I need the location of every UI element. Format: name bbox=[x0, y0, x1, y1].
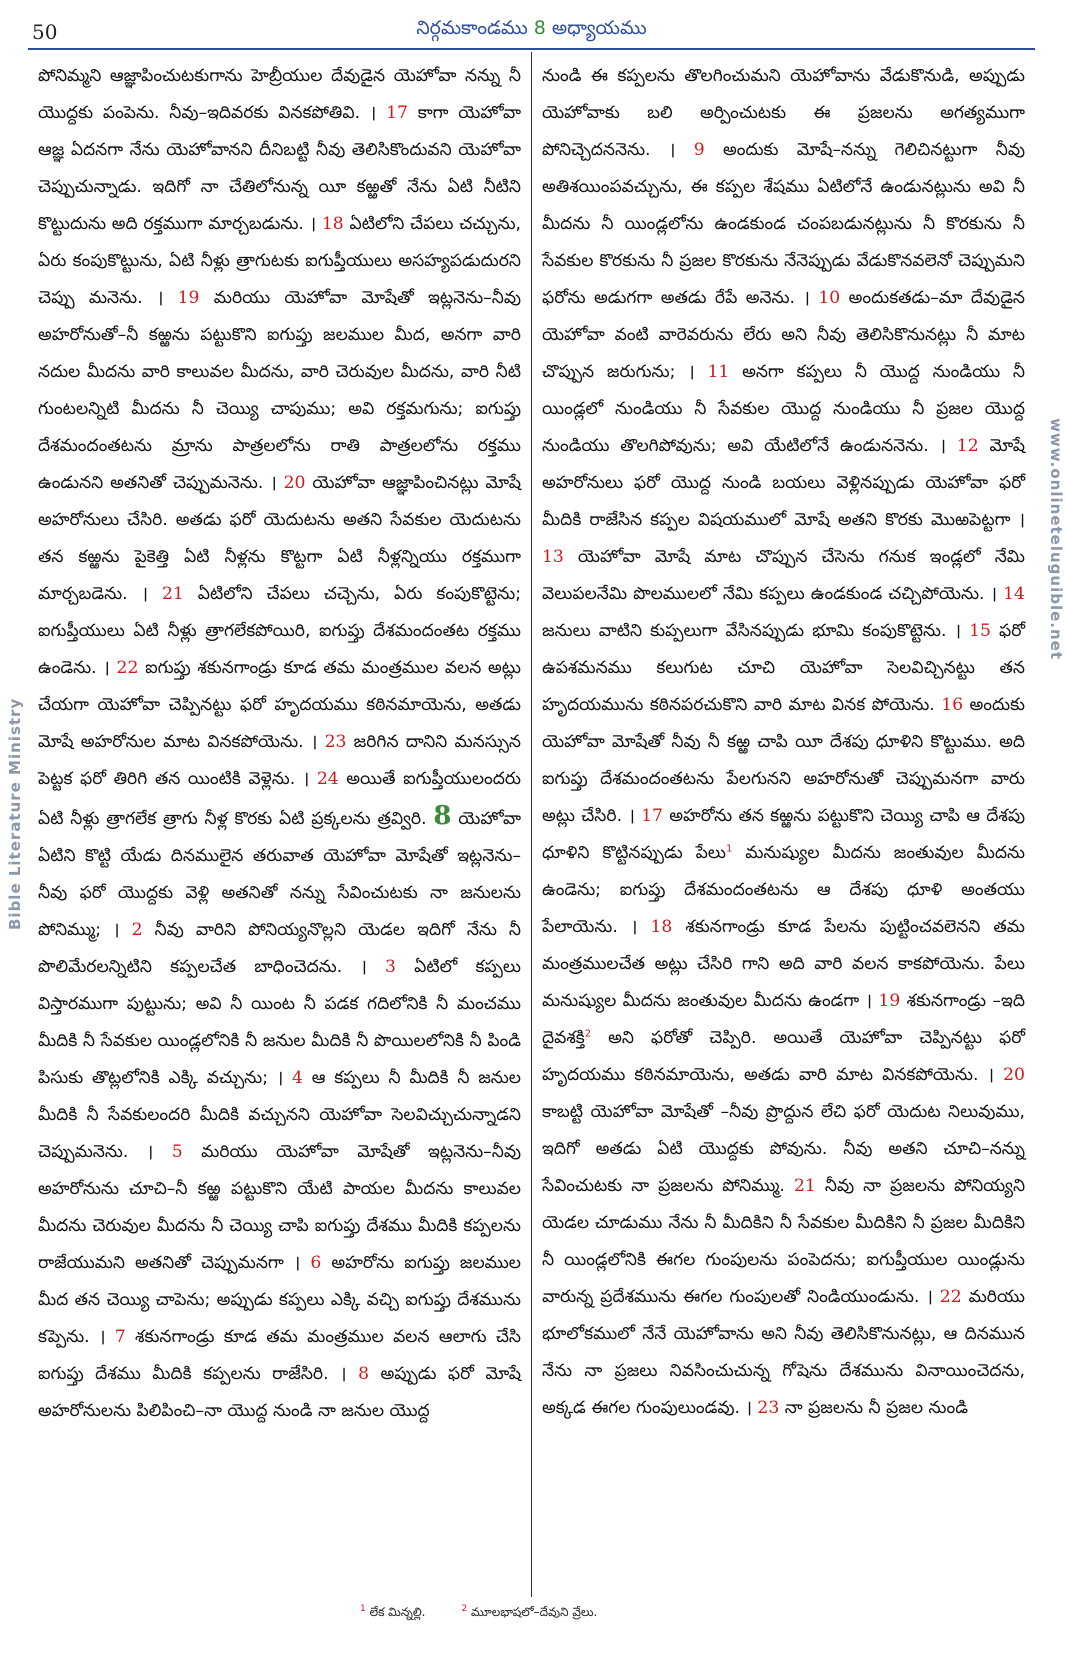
verse-number: 2 bbox=[131, 920, 143, 940]
verse-number: 15 bbox=[969, 621, 991, 641]
right-column bbox=[532, 52, 1035, 1597]
verse-text: అందుకతడు–మా దేవుడైన యెహోవా వంటి వారెవరును లేరు అని నీవు తెలిసికొనునట్లు నీ మాట చొప్పున జరుగును; । bbox=[542, 288, 1025, 382]
verse-text: ఫరో ఉపశమనము కలుగుట చూచి యెహోవా సెలవిచ్చినట్టు తన హృదయమును కఠినపరచుకొని వారి మాట వినక పోయెను. bbox=[542, 621, 1025, 715]
verse-number: 21 bbox=[793, 1176, 816, 1196]
chapter-number: 8 bbox=[533, 17, 546, 39]
verse-text: అనగా కప్పలు నీ యొద్ద నుండియు నీ యిండ్లలో నుండియు నీ సేవకుల యొద్ద నుండియు నీ ప్రజల యొద్ద నుండియు తొలగిపోవును; అవి యేటిలోనే ఉండుననెను. । bbox=[542, 362, 1025, 456]
verse-text: కాగా యెహోవా ఆజ్ఞ ఏదనగా నేను యెహోవానని దీనిబట్టి నీవు తెలిసికొందువని యెహోవా చెప్పుచున్నాడు. ఇదిగో నా చేతిలోనున్న యీ కఱ్ఱతో నేను ఏటి నీటిని కొట్టుదును అది రక్తముగా మార్చబడును. । bbox=[38, 103, 521, 234]
book-title: నిర్గమకాండము bbox=[416, 17, 528, 39]
verse-number: 11 bbox=[707, 362, 730, 382]
verse-text: శకునగాండ్రు కూడ తమ మంత్రముల వలన ఆలాగు చేసి ఐగుప్తు దేశము మీదికి కప్పలను రాజేసిరి. । bbox=[38, 1327, 521, 1384]
verse-number: 12 bbox=[956, 436, 979, 456]
verse-text: అందుకు యెహోవా మోషేతో నీవు నీ కఱ్ఱ చాపి యీ దేశపు ధూళిని కొట్టుము. అది ఐగుప్తు దేశమందంతటను పేలగునని అహరోనుతో చెప్పుమనగా వారు అట్లు చేసిరి. । bbox=[542, 695, 1026, 826]
footnote-2 bbox=[461, 1604, 597, 1622]
verse-text: ఏటిలో కప్పలు విస్తారముగా పుట్టును; అవి నీ యింట నీ పడక గదిలోనికి నీ మంచము మీదికి నీ సేవకుల యిండ్లలోనికి నీ జనుల మీదికి నీ పొయిలలోనికి నీ పిండి పిసుకు తొట్లలోనికి ఎక్కి వచ్చును; । bbox=[38, 957, 521, 1088]
verse-text: ఏటిలోని చేపలు చచ్చెను, ఏరు కంపుకొట్టెను; ఐగుప్తీయులు ఏటి నీళ్లు త్రాగలేకపోయిరి, ఐగుప్తు దేశమందంతట రక్తము ఉండెను. । bbox=[38, 584, 521, 678]
footnote-text: మూలభాషలో–దేవుని వ్రేలు. bbox=[471, 1605, 598, 1619]
verse-text: యెహోవా ఏటిని కొట్టి యేడు దినములైన తరువాత యెహోవా మోషేతో ఇట్లనెను–నీవు ఫరో యొద్దకు వెళ్లి అతనితో నన్ను సేవించుటకు నా జనులను పోనిమ్ము; । bbox=[38, 809, 522, 940]
verse-text: యెహోవా ఆజ్ఞాపించినట్లు మోషే అహరోనులు చేసిరి. అతడు ఫరో యెదుటను అతని సేవకుల యెదుటను తన కఱ్ఱను పైకెత్తి ఏటి నీళ్లను కొట్టగా ఏటి నీళ్లన్నియు రక్తముగా మార్చబడెను. । bbox=[38, 473, 521, 604]
verse-number: 13 bbox=[542, 547, 564, 567]
verse-text: నీవు వారిని పోనియ్యనొల్లని యెడల ఇదిగో నేను నీ పొలిమేరలన్నిటిని కప్పలచేత బాధించెదను. । bbox=[38, 920, 521, 977]
side-watermark-left: Bible Literature Ministry bbox=[6, 697, 24, 930]
footnote-text: లేక మిన్నల్లి. bbox=[369, 1605, 426, 1619]
verse-text: అహరోను ఐగుప్తు జలముల మీద తన చెయ్యి చాపెను; అప్పుడు కప్పలు ఎక్కి వచ్చి ఐగుప్తు దేశమును కప్పెను. । bbox=[38, 1253, 521, 1347]
verse-text: మరియు భూలోకములో నేనే యెహోవాను అని నీవు తెలిసికొనునట్లు, ఆ దినమున నేను నా ప్రజలు నివసించుచున్న గోషెను దేశమును వినాయించెదను, అక్కడ ఈగల గుంపులుండవు. । bbox=[542, 1287, 1025, 1418]
verse-number: 5 bbox=[171, 1142, 183, 1162]
verse-text: మరియు యెహోవా మోషేతో ఇట్లనెను–నీవు అహరోనును చూచి–నీ కఱ్ఱ పట్టుకొని యేటి పాయల మీదను కాలువల మీదను చెరువుల మీదను నీ చెయ్యి చాపి ఐగుప్తు దేశము మీదికి కప్పలను రాజేయుమని అతనితో చెప్పుమనగా । bbox=[38, 1142, 521, 1273]
verse-number: 4 bbox=[292, 1068, 303, 1088]
chapter-start-number: 8 bbox=[433, 801, 452, 831]
verse-text: పోనిమ్మని ఆజ్ఞాపించుటకుగాను హెబ్రీయుల దేవుడైన యెహోవా నన్ను నీ యొద్దకు పంపెను. నీవు–ఇదివరకు వినకపోతివి. । bbox=[38, 66, 521, 123]
chapter-word: అధ్యాయము bbox=[551, 17, 647, 39]
verse-number: 21 bbox=[161, 584, 184, 604]
verse-number: 22 bbox=[939, 1287, 962, 1307]
verse-number: 20 bbox=[283, 473, 306, 493]
left-column bbox=[28, 52, 532, 1597]
verse-number: 3 bbox=[385, 957, 396, 977]
verse-number: 17 bbox=[641, 806, 663, 826]
verse-text: నుండి ఈ కప్పలను తొలగించుమని యెహోవాను వేడుకొనుడి, అప్పుడు యెహోవాకు బలి అర్పించుటకు ఈ ప్రజలను అగత్యముగా పోనిచ్చెదననెను. । bbox=[542, 66, 1025, 160]
verse-number: 23 bbox=[324, 732, 347, 752]
footnote-reference: 2 bbox=[584, 1028, 592, 1040]
verse-text: అహరోను తన కఱ్ఱను పట్టుకొని చెయ్యి చాపి ఆ దేశపు ధూళిని కొట్టినప్పుడు పేలు bbox=[542, 806, 1025, 863]
footnote-1 bbox=[360, 1604, 425, 1622]
verse-text: శకునగాండ్రు –ఇది దైవశక్తి bbox=[542, 991, 1025, 1048]
verse-text: జరిగిన దానిని మనస్సున పెట్టక ఫరో తిరిగి తన యింటికి వెళ్లెను. । bbox=[38, 732, 521, 789]
verse-text: ఆ కప్పలు నీ మీదికి నీ జనుల మీదికి నీ సేవకులందరి మీదికి వచ్చునని యెహోవా సెలవిచ్చుచున్నాడని చెప్పుమనెను. । bbox=[38, 1068, 521, 1162]
footnote-reference: 1 bbox=[725, 843, 733, 855]
footnote-mark: 2 bbox=[461, 1604, 468, 1614]
text-columns bbox=[28, 52, 1035, 1597]
verse-text: శకునగాండ్రు కూడ పేలను పుట్టించవలెనని తమ మంత్రములచేత అట్లు చేసిరి గాని అది వారి వలన కాకపోయెను. పేలు మనుష్యుల మీదను జంతువుల మీదను ఉండగా । bbox=[542, 917, 1025, 1011]
verse-number: 22 bbox=[116, 658, 139, 678]
page-header bbox=[28, 14, 1035, 50]
footnote-mark: 1 bbox=[360, 1604, 366, 1614]
verse-text: ఏటిలోని చేపలు చచ్చును, ఏరు కంపుకొట్టును, ఏటి నీళ్లు త్రాగుటకు ఐగుప్తీయులు అసహ్యపడుదురని చెప్పు మనెను. । bbox=[38, 214, 521, 308]
verse-number: 19 bbox=[878, 991, 901, 1011]
verse-number: 20 bbox=[1003, 1065, 1025, 1085]
verse-text: మరియు యెహోవా మోషేతో ఇట్లనెను–నీవు అహరోనుతో–నీ కఱ్ఱను పట్టుకొని ఐగుప్తు జలముల మీద, అనగా వారి నదుల మీదను వారి కాలువల మీదను, వారి చెరువుల మీదను, వారి నీటి గుంటలన్నిటి మీదను నీ చెయ్యి చాపుము; అవి రక్తమగును; ఐగుప్తు దేశమందంతటను మ్రాను పాత్రలలోను రాతి పాత్రలలోను రక్తము ఉండునని అతనితో చెప్పుమనెను. । bbox=[38, 288, 521, 493]
verse-text: అప్పుడు ఫరో మోషే అహరోనులను పిలిపించి–నా యొద్ద నుండి నా జనుల యొద్ద bbox=[38, 1364, 521, 1421]
verse-text: అని ఫరోతో చెప్పిరి. అయితే యెహోవా చెప్పినట్టు ఫరో హృదయము కఠినమాయెను, అతడు వారి మాట వినకపోయెను. । bbox=[542, 1028, 1025, 1085]
footnotes bbox=[360, 1604, 597, 1622]
verse-number: 17 bbox=[386, 103, 408, 123]
verse-number: 6 bbox=[310, 1253, 322, 1273]
verse-number: 10 bbox=[818, 288, 841, 308]
verse-number: 7 bbox=[114, 1327, 126, 1347]
verse-text: నా ప్రజలను నీ ప్రజల నుండి bbox=[779, 1398, 968, 1418]
page-number: 50 bbox=[32, 20, 58, 44]
verse-text: మనుష్యుల మీదను జంతువుల మీదను ఉండెను; ఐగుప్తు దేశమందంతటను ఆ దేశపు ధూళి అంతయు పేలాయెను. । bbox=[542, 843, 1025, 937]
verse-number: 8 bbox=[358, 1364, 369, 1384]
verse-number: 16 bbox=[941, 695, 964, 715]
verse-text: కాబట్టి యెహోవా మోషేతో –నీవు ప్రొద్దున లేచి ఫరో యెదుట నిలువుము, ఇదిగో అతడు ఏటి యొద్దకు పోవును. నీవు అతని చూచి–నన్ను సేవించుటకు నా ప్రజలను పోనిమ్ము. bbox=[542, 1102, 1025, 1196]
verse-number: 24 bbox=[316, 769, 339, 789]
verse-text: ఐగుప్తు శకునగాండ్రు కూడ తమ మంత్రముల వలన అట్లు చేయగా యెహోవా చెప్పినట్టు ఫరో హృదయము కఠినమాయెను, అతడు మోషే అహరోనుల మాట వినకపోయెను. । bbox=[38, 658, 521, 752]
verse-text: జనులు వాటిని కుప్పలుగా వేసినప్పుడు భూమి కంపుకొట్టెను. । bbox=[542, 621, 970, 641]
verse-text: యెహోవా మోషే మాట చొప్పున చేసెను గనుక ఇండ్లలో నేమి వెలుపలనేమి పొలములలో నేమి కప్పలు ఉండకుండ చచ్చిపోయెను. । bbox=[542, 547, 1025, 604]
verse-number: 14 bbox=[1003, 584, 1025, 604]
verse-number: 19 bbox=[177, 288, 200, 308]
running-title bbox=[28, 17, 1035, 44]
verse-text: మోషే అహరోనులు ఫరో యొద్ద నుండి బయలు వెళ్లినప్పుడు యెహోవా ఫరో మీదికి రాజేసిన కప్పల విషయములో మోషే అతని కొరకు మొఱపెట్టగా । bbox=[542, 436, 1025, 530]
verse-number: 23 bbox=[757, 1398, 780, 1418]
verse-text: నీవు నా ప్రజలను పోనియ్యని యెడల చూడుము నేను నీ మీదికిని నీ సేవకుల మీదికిని నీ ప్రజల మీదికిని నీ యిండ్లలోనికి ఈగల గుంపులను పంపెదను; ఐగుప్తీయుల యిండ్లును వారున్న ప్రదేశమును ఈగల గుంపులతో నిండియుండును. । bbox=[542, 1176, 1026, 1307]
verse-text: అయితే ఐగుప్తీయులందరు ఏటి నీళ్లు త్రాగలేక త్రాగు నీళ్ల కొరకు ఏటి ప్రక్కలను త్రవ్విరి. bbox=[38, 769, 521, 829]
verse-number: 18 bbox=[321, 214, 344, 234]
verse-number: 9 bbox=[693, 140, 705, 160]
verse-text: అందుకు మోషే–నన్ను గెలిచినట్టుగా నీవు అతిశయింపవచ్చును, ఈ కప్పల శేషము ఏటిలోనే ఉండునట్లును అవి నీ మీదను నీ యిండ్లలోను ఉండకుండ చంపబడునట్లును నీ కొరకును నీ సేవకుల కొరకును నీ ప్రజల కొరకును నేనెప్పుడు వేడుకొనవలెనో చెప్పుమని ఫరోను అడుగగా అతడు రేపే అనెను. । bbox=[542, 140, 1025, 308]
verse-number: 18 bbox=[650, 917, 673, 937]
side-watermark-right: www.onlineteluguible.net bbox=[1047, 418, 1065, 660]
